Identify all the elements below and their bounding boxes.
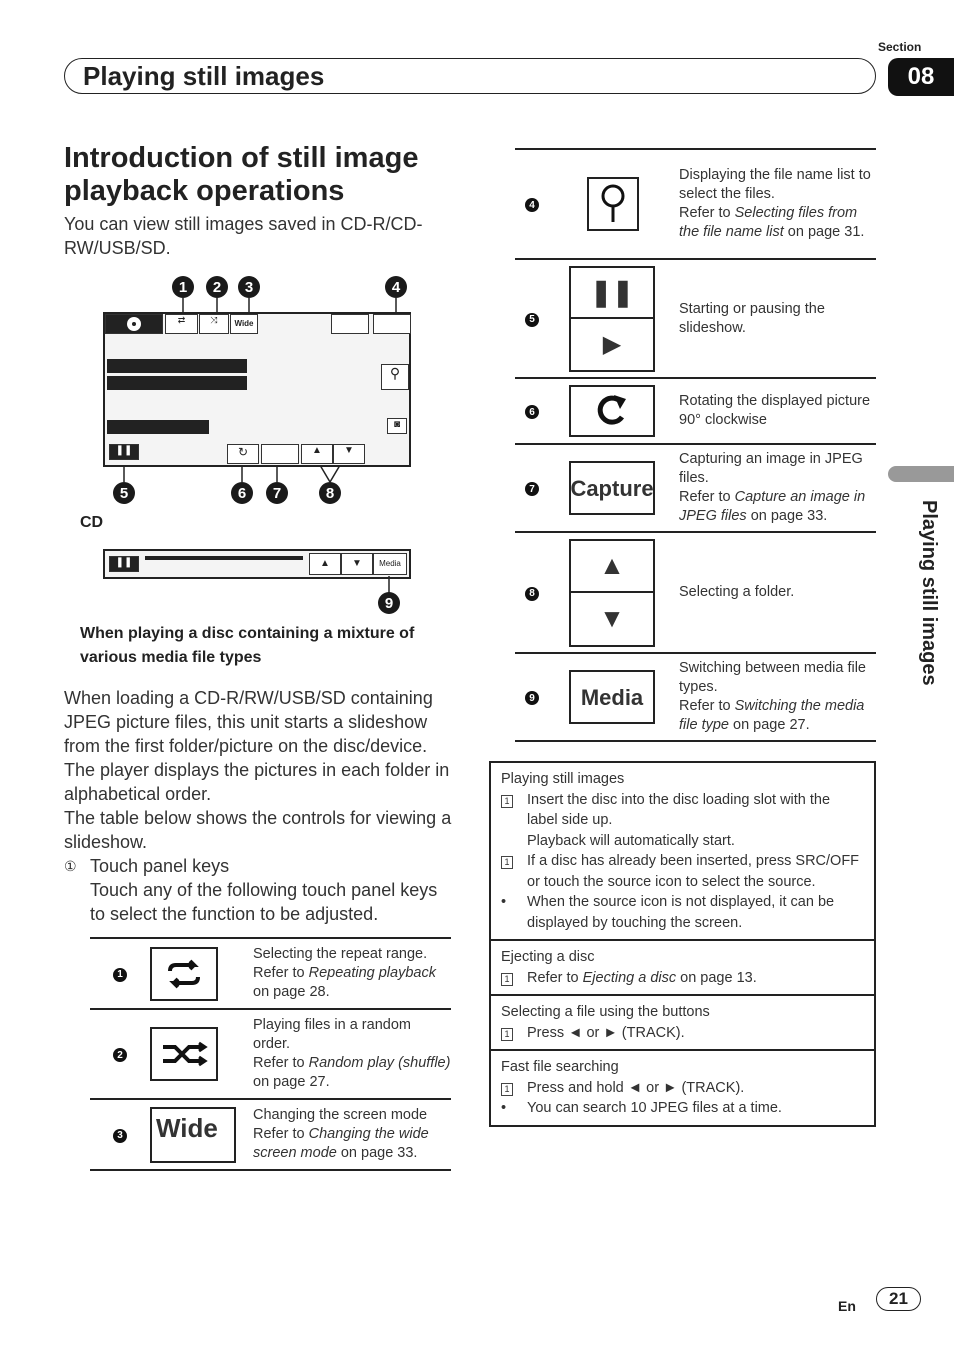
row-number: 7 [525, 482, 539, 496]
cd-control-bar [103, 549, 411, 579]
folder-down-key: ▼ [333, 444, 365, 464]
row-desc: Selecting a folder. [679, 584, 795, 600]
search-key: ⚲ [381, 364, 409, 390]
cd-label: CD [80, 514, 104, 531]
mixed-media-heading: When playing a disc containing a mixture of various media file types [80, 625, 415, 666]
left-controls-table [90, 937, 451, 1171]
cd-pause-key: ❚❚ [109, 556, 139, 572]
callout-7: 7 [266, 482, 288, 504]
group-title: Selecting a file using the buttons [501, 1004, 710, 1020]
source-icon [105, 314, 163, 334]
file-counter-bar [107, 420, 209, 434]
row-desc: Changing the screen mode [253, 1107, 428, 1123]
capture-key [261, 444, 299, 464]
folder-updown-icon: ▲ ▼ [569, 539, 655, 647]
pause-play-icon: ❚❚ ▶ [569, 266, 655, 372]
wide-button-icon: Wide [150, 1107, 236, 1163]
side-tab-marker [888, 466, 954, 482]
step-group-eject: Ejecting a disc 1 Refer to Ejecting a disc on page 13. [491, 941, 874, 996]
section-number: 08 [888, 58, 954, 96]
language-label: En [838, 1298, 856, 1314]
table-row: 3 Wide Changing the screen mode Refer to Changing the wide screen mode on page 33. [90, 1099, 451, 1170]
folder-up-key: ▲ [301, 444, 333, 464]
table-row: 9 Media Switching between media file types. Refer to Switching the media file type on page 27. [515, 653, 876, 741]
item-number: ① [64, 858, 77, 874]
intro-text: You can view still images saved in CD-R/CD-RW/USB/SD. [64, 214, 423, 258]
table-row [515, 259, 876, 378]
body-paragraph-1: When loading a CD-R/RW/USB/SD containing JPEG picture files, this unit starts a slideshow from the first folder/picture on the disc/device. The player displays the pictures in each folder in alphabetical order. [64, 688, 450, 804]
camera-key: ◙ [387, 418, 407, 434]
wide-key: Wide [230, 314, 258, 334]
page-number: 21 [876, 1287, 921, 1311]
step-group-playing: Playing still images 1 Insert the disc into the disc loading slot with the label side up. Playback will automatically start. 1 If a disc has already been inserted, press SRC/OFF or touch the source icon to select the source. • When the source icon is not displayed, it can be displayed by touching the screen. [491, 763, 874, 941]
callout-6: 6 [231, 482, 253, 504]
list-key [373, 314, 411, 334]
item-text: Touch any of the following touch panel keys to select the function to be adjusted. [90, 880, 438, 924]
body-text [64, 686, 456, 926]
row-number: 9 [525, 691, 539, 705]
row-desc: Displaying the file name list to select the files. [679, 167, 871, 202]
row-desc: Starting or pausing the slideshow. [679, 300, 825, 336]
media-button-icon: Media [569, 670, 655, 724]
callout-1: 1 [172, 276, 194, 298]
page-title: Playing still images [64, 58, 876, 94]
row-number: 6 [525, 405, 539, 419]
cd-down-key: ▼ [341, 553, 373, 575]
intro-heading: Introduction of still image playback operations [64, 142, 419, 207]
blank-key [331, 314, 369, 334]
table-row [515, 532, 876, 653]
row-desc: Rotating the displayed picture 90° clockwise [679, 393, 871, 428]
table-row: 7 Capture Capturing an image in JPEG files. Refer to Capture an image in JPEG files on page 33. [515, 444, 876, 532]
item-title: Touch panel keys [90, 856, 230, 876]
callout-4: 4 [385, 276, 407, 298]
row-desc: Playing files in a random order. [253, 1017, 411, 1052]
cd-media-key: Media [373, 553, 407, 575]
repeat-key: ⇄ [165, 314, 198, 334]
rotate-icon [569, 385, 655, 437]
cd-up-key: ▲ [309, 553, 341, 575]
row-desc: Switching between media file types. [679, 660, 866, 695]
callout-9: 9 [378, 592, 400, 614]
row-number: 2 [113, 1048, 127, 1062]
group-title: Fast file searching [501, 1059, 619, 1075]
rotate-key: ↻ [227, 444, 259, 464]
random-icon [150, 1027, 218, 1081]
search-icon [587, 177, 639, 231]
side-tab-label: Playing still images [918, 500, 940, 686]
row-number: 5 [525, 313, 539, 327]
touch-panel-item [64, 854, 456, 878]
step-group-select: Selecting a file using the buttons 1 Press ◄ or ► (TRACK). [491, 996, 874, 1051]
repeat-icon [150, 947, 218, 1001]
section-label: Section [878, 40, 922, 54]
row-desc: Selecting the repeat range. [253, 946, 428, 962]
row-desc: Capturing an image in JPEG files. [679, 451, 863, 486]
folder-name-bar [107, 359, 247, 373]
right-controls-table [515, 148, 876, 742]
callout-8: 8 [319, 482, 341, 504]
group-title: Playing still images [501, 771, 625, 787]
step-group-fast-search: Fast file searching 1 Press and hold ◄ or ► (TRACK). • You can search 10 JPEG files at a time. [491, 1051, 874, 1125]
table-row: 1 Selecting the repeat range. Refer to Repeating playback on page 28. [90, 938, 451, 1009]
random-key: ⤨ [199, 314, 229, 334]
body-paragraph-2: The table below shows the controls for viewing a slideshow. [64, 808, 452, 852]
row-number: 4 [525, 198, 539, 212]
progress-bar [145, 556, 303, 560]
steps-box [489, 761, 876, 1127]
callout-5: 5 [113, 482, 135, 504]
row-number: 8 [525, 587, 539, 601]
file-name-bar [107, 376, 247, 390]
callout-3: 3 [238, 276, 260, 298]
pause-key: ❚❚ [109, 444, 139, 460]
screen-diagram [103, 312, 411, 467]
row-number: 3 [113, 1129, 127, 1143]
table-row [515, 378, 876, 444]
row-number: 1 [113, 968, 127, 982]
callout-2: 2 [206, 276, 228, 298]
table-row: 2 Playing files in a random order. Refer to Random play (shuffle) on page 27. [90, 1009, 451, 1099]
group-title: Ejecting a disc [501, 949, 595, 965]
table-row: 4 Displaying the file name list to select the files. Refer to Selecting files from the file name list on page 31. [515, 149, 876, 259]
capture-button-icon: Capture [569, 461, 655, 515]
